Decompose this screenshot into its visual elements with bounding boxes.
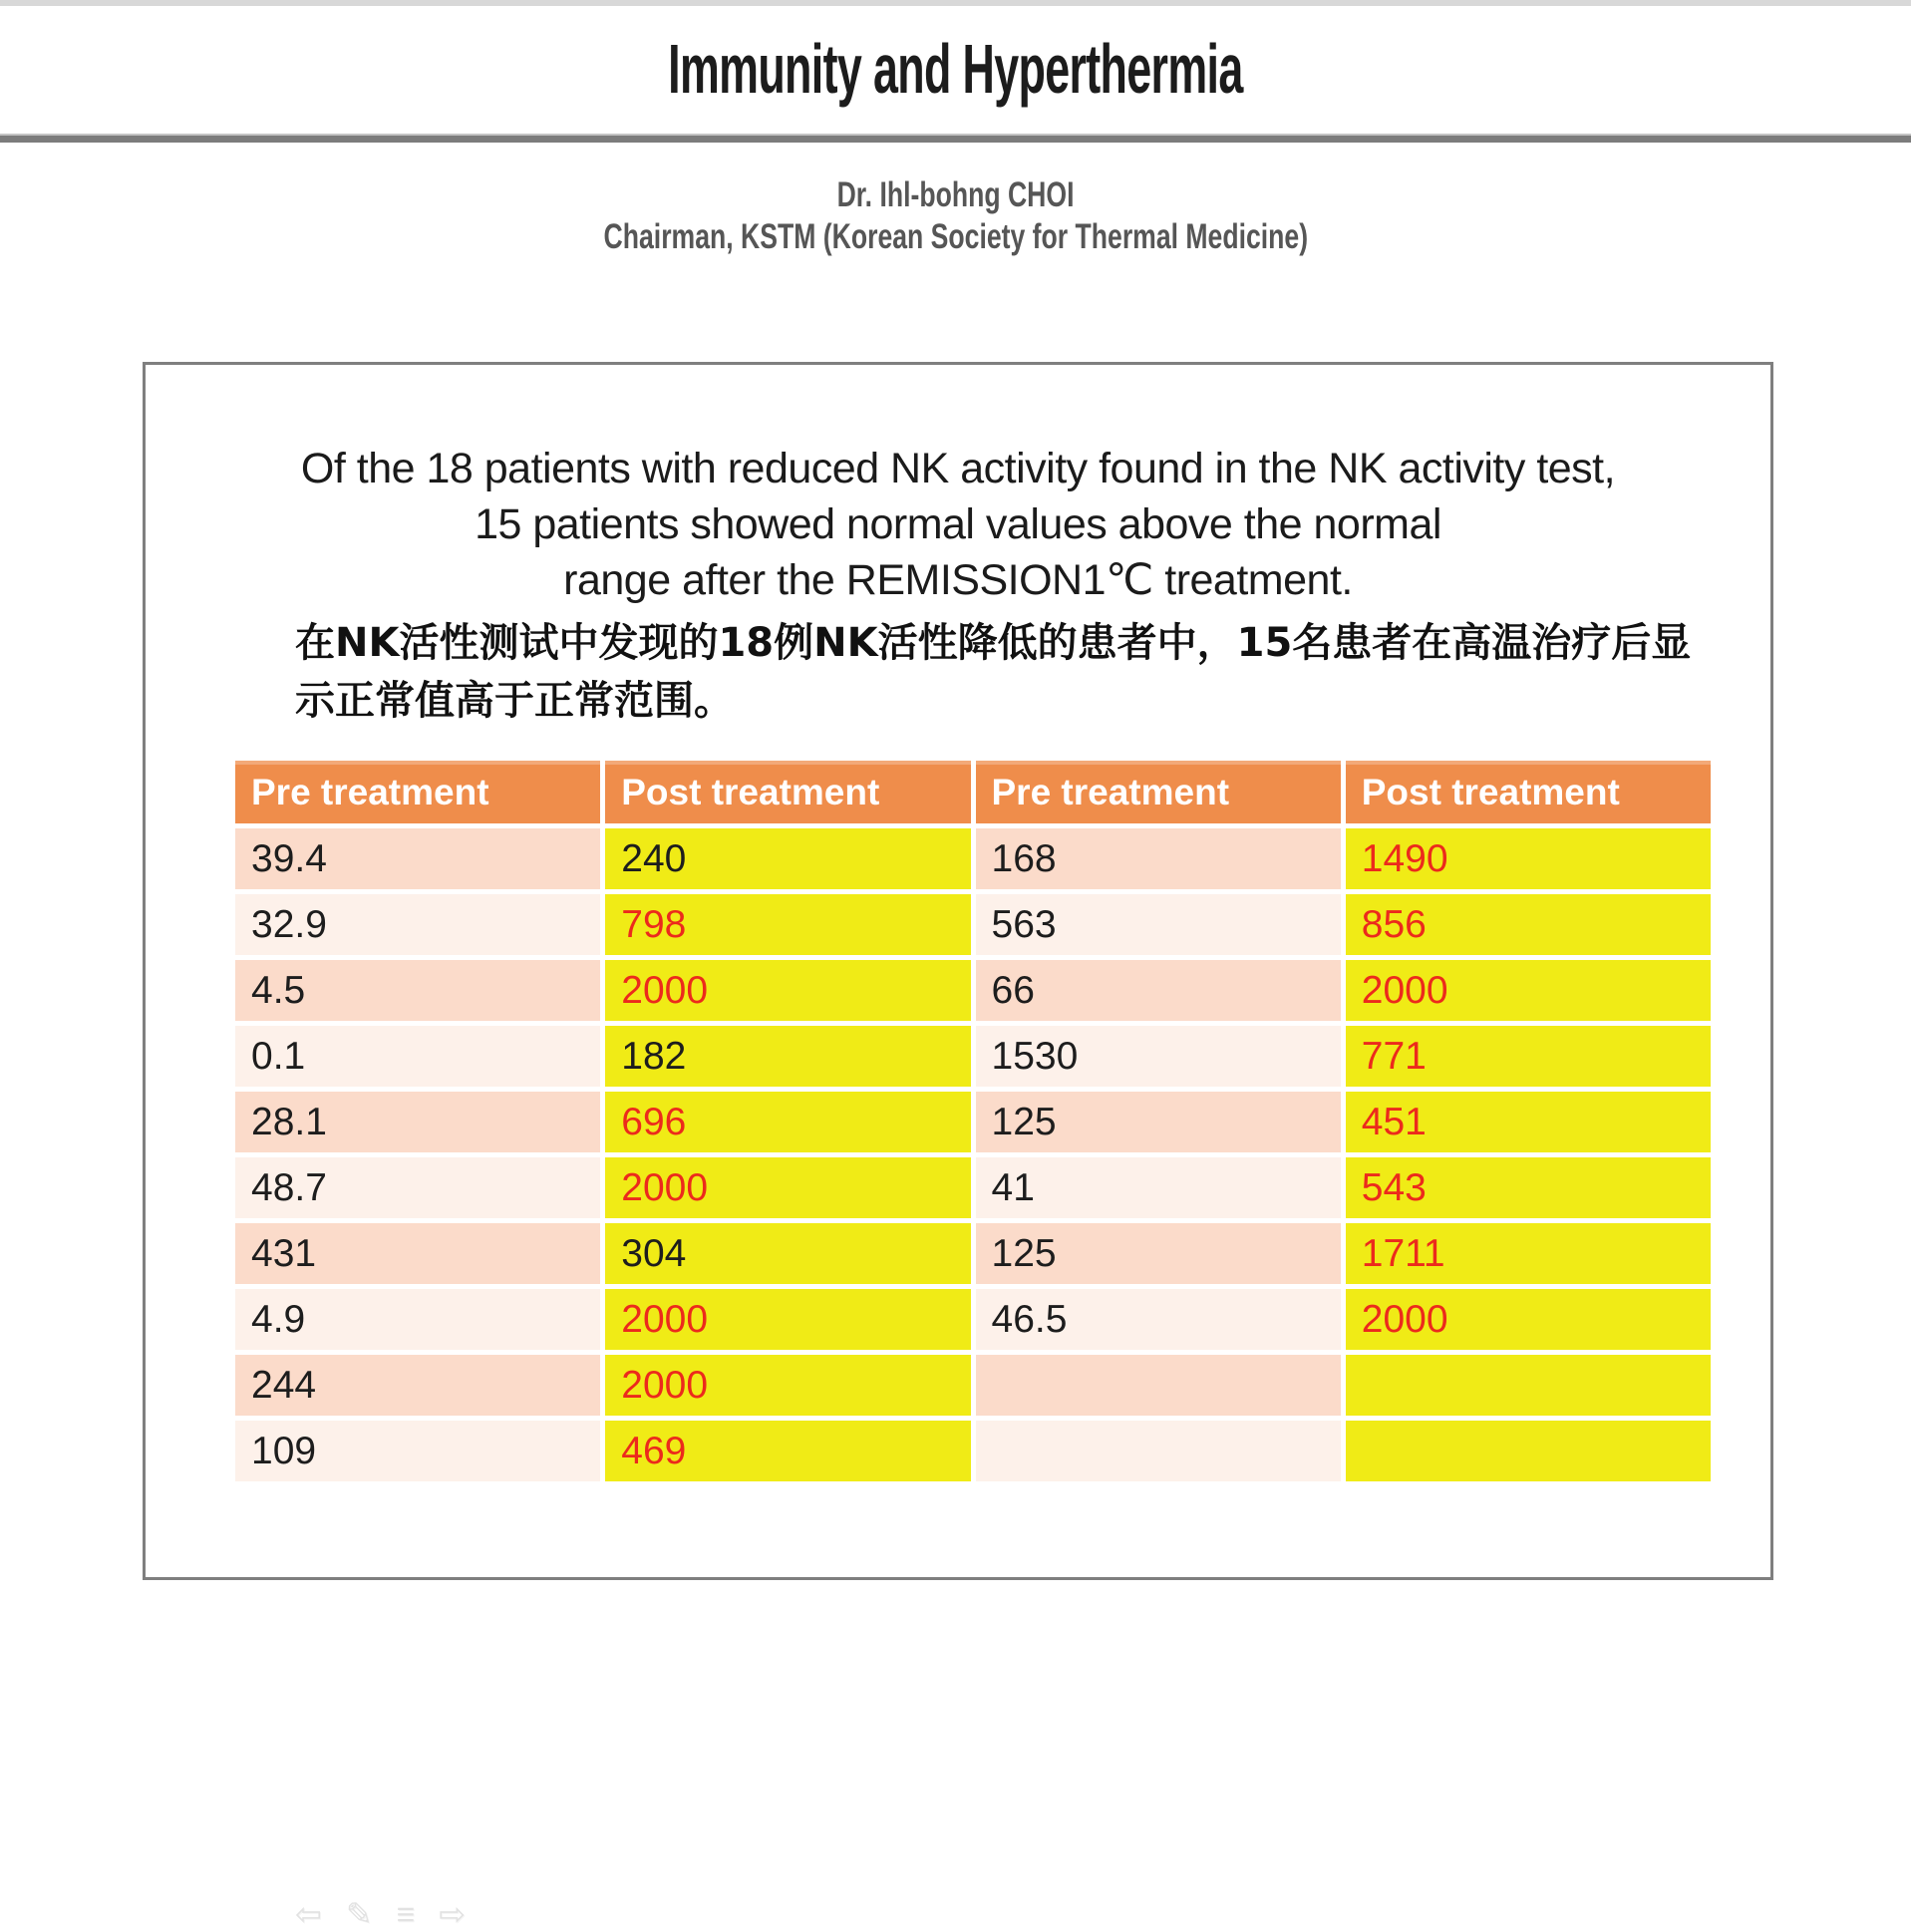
- table-cell: 125: [976, 1092, 1341, 1152]
- table-cell: 0.1: [235, 1026, 600, 1087]
- table-header-pre-1: Pre treatment: [235, 761, 600, 823]
- presenter-affiliation: Chairman, KSTM (Korean Society for Thermal Medicine): [603, 217, 1308, 256]
- content-box: [143, 362, 1773, 1932]
- table-cell: [976, 1355, 1341, 1416]
- pen-icon[interactable]: ✎: [345, 1896, 373, 1932]
- table-cell: 1490: [1346, 828, 1711, 889]
- table-cell: 304: [605, 1223, 970, 1284]
- table-header-pre-2: Pre treatment: [976, 761, 1341, 823]
- table-cell: 41: [976, 1157, 1341, 1218]
- summary-english-line-1: Of the 18 patients with reduced NK activity found in the NK activity test,: [300, 445, 1616, 492]
- table-cell: 125: [976, 1223, 1341, 1284]
- table-cell: 2000: [1346, 960, 1711, 1021]
- table-cell: 563: [976, 894, 1341, 955]
- back-arrow-icon[interactable]: ⇦: [295, 1896, 322, 1932]
- title-divider-line: [0, 134, 1911, 143]
- table-cell: 451: [1346, 1092, 1711, 1152]
- presenter-name: Dr. Ihl-bohng CHOI: [836, 175, 1075, 214]
- table-cell: 109: [235, 1421, 600, 1481]
- table-cell: 2000: [605, 1157, 970, 1218]
- table-cell: 431: [235, 1223, 600, 1284]
- summary-english-line-2: 15 patients showed normal values above the normal: [475, 500, 1441, 548]
- table-cell: 696: [605, 1092, 970, 1152]
- summary-chinese-line-1: 在NK活性测试中发现的18例NK活性降低的患者中，15名患者在高温治疗后显: [295, 620, 1692, 666]
- table-cell: 46.5: [976, 1289, 1341, 1350]
- table-cell: 28.1: [235, 1092, 600, 1152]
- table-cell: 469: [605, 1421, 970, 1481]
- table-cell: 182: [605, 1026, 970, 1087]
- table-cell: 1530: [976, 1026, 1341, 1087]
- table-cell: 4.5: [235, 960, 600, 1021]
- presentation-nav-toolbar: [295, 1898, 466, 1930]
- summary-chinese-line-2: 示正常值高于正常范围。: [295, 678, 734, 724]
- table-cell: [976, 1421, 1341, 1481]
- table-cell: [1346, 1421, 1711, 1481]
- table-cell: 1711: [1346, 1223, 1711, 1284]
- table-cell: 4.9: [235, 1289, 600, 1350]
- table-cell: 39.4: [235, 828, 600, 889]
- table-cell: 771: [1346, 1026, 1711, 1087]
- table-cell: [1346, 1355, 1711, 1416]
- table-cell: 168: [976, 828, 1341, 889]
- page-title: [0, 26, 1911, 112]
- table-header-post-1: Post treatment: [605, 761, 970, 823]
- table-cell: 48.7: [235, 1157, 600, 1218]
- summary-english-line-3: range after the REMISSION1℃ treatment.: [563, 556, 1353, 604]
- nk-activity-table: [235, 761, 1711, 1481]
- table-cell: 240: [605, 828, 970, 889]
- table-cell: 244: [235, 1355, 600, 1416]
- table-cell: 2000: [605, 1355, 970, 1416]
- table-cell: 856: [1346, 894, 1711, 955]
- table-cell: 2000: [605, 960, 970, 1021]
- forward-arrow-icon[interactable]: ⇨: [439, 1896, 467, 1932]
- summary-english: [146, 441, 1770, 608]
- top-gray-bar: [0, 0, 1911, 6]
- table-cell: 2000: [1346, 1289, 1711, 1350]
- table-cell: 798: [605, 894, 970, 955]
- menu-icon[interactable]: ≡: [396, 1896, 416, 1932]
- table-cell: 66: [976, 960, 1341, 1021]
- table-header-post-2: Post treatment: [1346, 761, 1711, 823]
- summary-chinese: [295, 614, 1741, 730]
- page-title-text: Immunity and Hyperthermia: [668, 30, 1243, 108]
- table-cell: 2000: [605, 1289, 970, 1350]
- table-cell: 543: [1346, 1157, 1711, 1218]
- table-cell: 32.9: [235, 894, 600, 955]
